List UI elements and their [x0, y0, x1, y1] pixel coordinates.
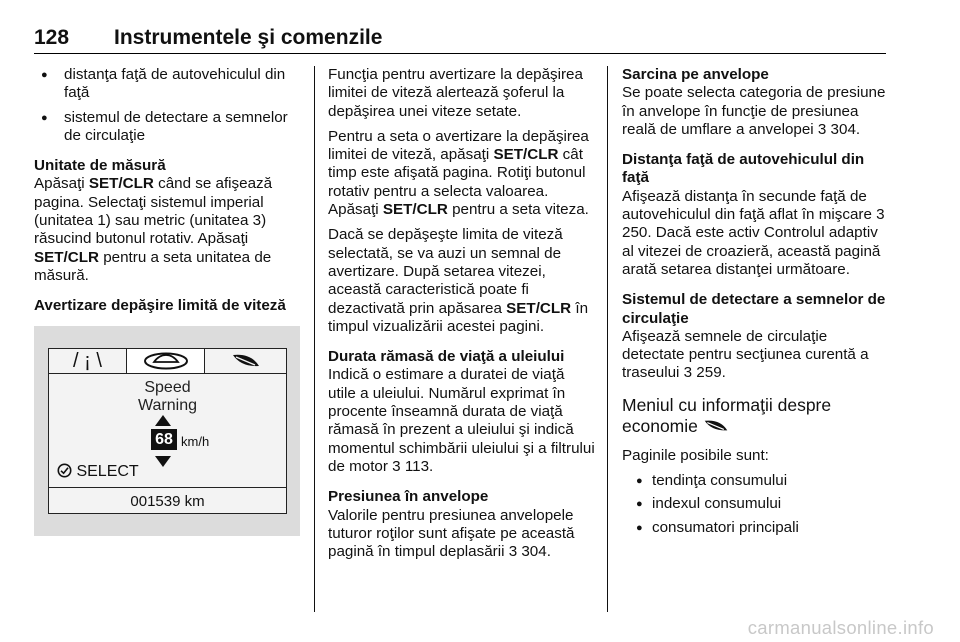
column-middle [328, 66, 596, 568]
odometer: 001539 km [130, 492, 205, 510]
column-left [34, 66, 300, 536]
arrow-down-icon [155, 456, 171, 467]
leaf-icon [231, 353, 261, 369]
section-heading-tire-pressure: Presiunea în anvelope [328, 488, 489, 506]
units-paragraph: Apăsaţi SET/CLR când se afişează pagina. Selectaţi sistemul imperial (unitatea 1) sau metric (unitatea 3) răsucind butonul rotativ. Apăsaţi SET/CLR pentru a seta unitatea de măsură. [34, 175, 273, 284]
section-heading-speed-warning: Avertizare depăşire limită de viteză [34, 297, 286, 315]
leaf-icon [703, 419, 729, 433]
display-screen [48, 348, 287, 514]
list-item: ● sistemul de detectare a semnelor de circulaţie [34, 109, 300, 146]
list-item: ● indexul consumului [622, 495, 888, 513]
page-reference: 3 304. [817, 120, 861, 138]
section-heading-following-distance: Distanţa faţă de autovehiculul din faţă [622, 151, 865, 187]
arrow-up-icon [155, 415, 171, 426]
tire-pressure-paragraph: Valorile pentru presiunea anvelopele tuturor roţilor sunt afişate pe această pagină în timpul deplasării 3 304. [328, 506, 575, 561]
watermark: carmanualsonline.info [747, 617, 934, 638]
odometer-divider [49, 487, 286, 489]
page-reference: 3 304. [508, 543, 551, 561]
page-reference: 3 250. [622, 206, 885, 242]
warning-label: Warning [138, 396, 197, 414]
section-heading-oil-life: Durata rămasă de viaţă a uleiului [328, 348, 565, 366]
list-item: ● tendinţa consumului [622, 472, 888, 490]
page-header [34, 26, 886, 54]
page-reference: 3 113. [392, 457, 434, 475]
speed-warning-paragraph-3: Dacă se depăşeşte limita de viteză selectată, se va auzi un semnal de avertizare. După setarea vitezei, această caracteristică poate fi dezactivată prin apăsarea SET/CLR în timpul vizualizării acestei pagini. [328, 226, 589, 335]
oil-life-paragraph: Indică o estimare a duratei de viaţă utile a uleiului. Numărul exprimat în procente înseamnă durata de viaţă rămasă în prezent a uleiului şi indică momentul schimbării uleiului şi a filtrului de motor 3 113. [328, 366, 595, 475]
page-number: 128 [34, 26, 70, 49]
column-divider [314, 66, 315, 612]
check-circle-icon [57, 463, 72, 478]
speed-unit: km/h [181, 433, 210, 449]
speed-label: Speed [144, 378, 191, 396]
tab-economy [205, 349, 286, 374]
section-heading-tire-load: Sarcina pe anvelope [622, 66, 769, 83]
car-icon [143, 352, 189, 370]
following-distance-paragraph: Afişează distanţa în secunde faţă de autovehiculul din faţă aflat în mişcare 3 250. Dacă este activ Controlul adaptiv al vitezei de croazieră, această pagină arată setarea distanţei următoare. [622, 187, 885, 278]
tab-road-icon: / ¡ \ [49, 349, 127, 374]
tab-vehicle [127, 349, 205, 374]
list-item: ● distanţa faţă de autovehiculul din faţă [34, 66, 300, 103]
page-reference: 3 259. [683, 364, 726, 382]
column-right [622, 66, 888, 542]
traffic-signs-paragraph: Afişează semnele de circulaţie detectate pentru secţiunea curentă a traseului 3 259. [622, 327, 869, 382]
speed-value: 68 [151, 429, 177, 450]
page-title: Instrumentele şi comenzile [114, 26, 383, 49]
economy-intro: Paginile posibile sunt: [622, 446, 769, 464]
section-heading-units: Unitate de măsură [34, 157, 166, 175]
tire-load-paragraph: Se poate selecta categoria de presiune în anvelope în funcţie de presiunea reală de umflare a anvelopei 3 304. [622, 84, 886, 138]
section-heading-traffic-signs: Sistemul de detectare a semnelor de circulaţie [622, 291, 886, 327]
select-label: SELECT [57, 463, 139, 481]
column-divider [607, 66, 608, 612]
section-heading-economy: Meniul cu informaţii despre economie [622, 394, 832, 436]
speed-warning-paragraph-2: Pentru a seta o avertizare la depăşirea limitei de viteză, apăsaţi SET/CLR cât timp este afişată pagina. Rotiţi butonul rotativ pentru a selecta valoarea. Apăsaţi SET/CLR pentru a seta viteza. [328, 127, 589, 219]
list-item: ● consumatori principali [622, 519, 888, 537]
speed-warning-illustration [34, 326, 300, 536]
speed-warning-paragraph-1: Funcţia pentru avertizare la depăşirea limitei de viteză alertează şoferul la depăşirea unei viteze setate. [328, 66, 583, 120]
